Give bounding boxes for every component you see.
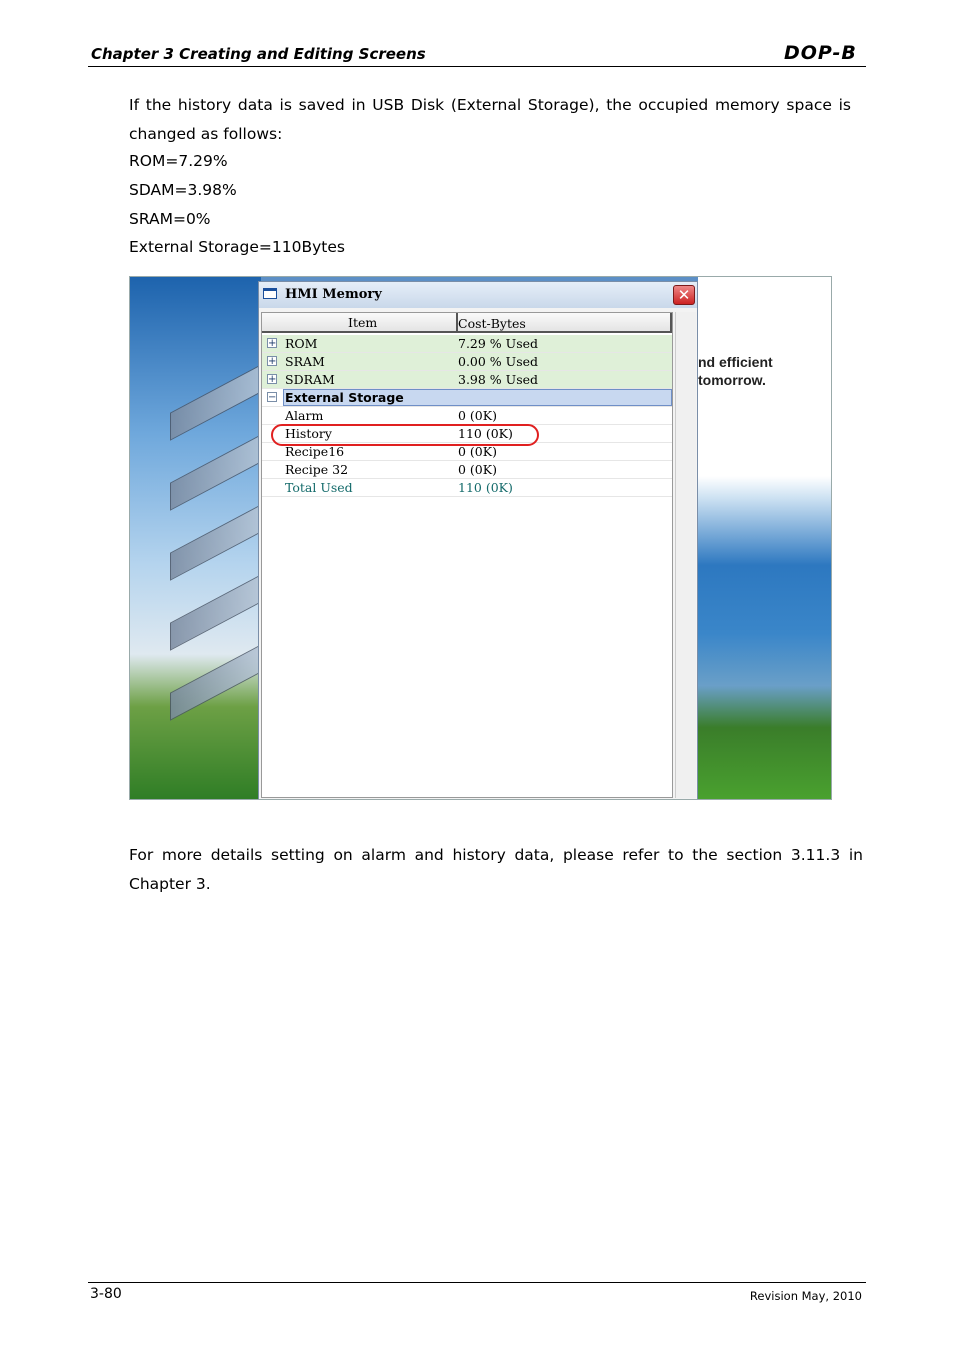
- item-label: Total Used: [285, 480, 353, 495]
- collapse-icon[interactable]: −: [268, 392, 277, 403]
- slogan-line-1: nd efficient: [698, 354, 773, 370]
- item-label: Alarm: [285, 408, 324, 423]
- list-item-rom[interactable]: [262, 335, 672, 353]
- list-item-alarm[interactable]: [262, 407, 672, 425]
- column-header-cost-label: Cost-Bytes: [458, 316, 526, 331]
- hmi-memory-window: [258, 281, 698, 800]
- item-value: 0.00 % Used: [458, 354, 539, 369]
- item-label: SRAM: [285, 354, 325, 369]
- page-number: 3-80: [90, 1286, 122, 1302]
- item-label: ROM: [285, 336, 318, 351]
- item-value: 110 (0K): [458, 480, 513, 495]
- slogan-text: [698, 353, 773, 389]
- intro-paragraph: If the history data is saved in USB Disk (External Storage), the occupied memory space is changed as follows:: [129, 96, 851, 143]
- footer-divider: [88, 1282, 866, 1283]
- window-title: HMI Memory: [285, 287, 382, 302]
- list-item-total-used[interactable]: [262, 479, 672, 497]
- hmi-memory-screenshot: [129, 276, 832, 800]
- solar-panel-graphic: [170, 501, 267, 581]
- column-header-item[interactable]: [262, 313, 458, 333]
- list-item-external-storage[interactable]: [262, 389, 672, 407]
- item-value: 7.29 % Used: [458, 336, 539, 351]
- history-highlight-oval: [271, 424, 539, 446]
- solar-panel-graphic: [170, 571, 267, 651]
- memory-list[interactable]: [261, 312, 673, 798]
- item-value: 0 (0K): [458, 408, 497, 423]
- sdam-line: SDAM=3.98%: [129, 181, 237, 199]
- slogan-line-2: tomorrow.: [698, 372, 766, 388]
- solar-panel-graphic: [170, 361, 267, 441]
- closing-paragraph: For more details setting on alarm and history data, please refer to the section 3.11.3 in Chapter 3.: [129, 846, 863, 893]
- item-value: 3.98 % Used: [458, 372, 539, 387]
- item-value: 0 (0K): [458, 462, 497, 477]
- item-value: 110 (0K): [458, 426, 513, 441]
- solar-panel-graphic: [170, 431, 267, 511]
- brand-logo: DOP-B: [784, 42, 857, 64]
- list-item-sram[interactable]: [262, 353, 672, 371]
- revision-date: Revision May, 2010: [749, 1289, 862, 1303]
- expand-icon[interactable]: +: [268, 338, 277, 349]
- item-value: 0 (0K): [458, 444, 497, 459]
- solar-panel-graphic: [170, 641, 267, 721]
- item-label: External Storage: [285, 390, 404, 405]
- solar-panel-background: [130, 277, 261, 800]
- item-label: Recipe 32: [285, 462, 349, 477]
- rom-line: ROM=7.29%: [129, 152, 228, 170]
- column-header-item-label: Item: [348, 315, 378, 330]
- list-item-sdram[interactable]: [262, 371, 672, 389]
- column-header-cost[interactable]: [458, 313, 672, 333]
- header-divider: [88, 66, 866, 67]
- expand-icon[interactable]: +: [268, 356, 277, 367]
- window-icon: [263, 288, 277, 299]
- item-label: History: [285, 426, 332, 441]
- item-label: Recipe16: [285, 444, 345, 459]
- external-storage-line: External Storage=110Bytes: [129, 238, 345, 256]
- item-label: SDRAM: [285, 372, 335, 387]
- vertical-scrollbar[interactable]: [675, 312, 696, 798]
- chapter-title: Chapter 3 Creating and Editing Screens: [91, 45, 426, 63]
- window-titlebar[interactable]: [259, 282, 697, 308]
- list-item-recipe32[interactable]: [262, 461, 672, 479]
- close-button[interactable]: ✕: [673, 285, 695, 305]
- expand-icon[interactable]: +: [268, 374, 277, 385]
- sram-line: SRAM=0%: [129, 210, 211, 228]
